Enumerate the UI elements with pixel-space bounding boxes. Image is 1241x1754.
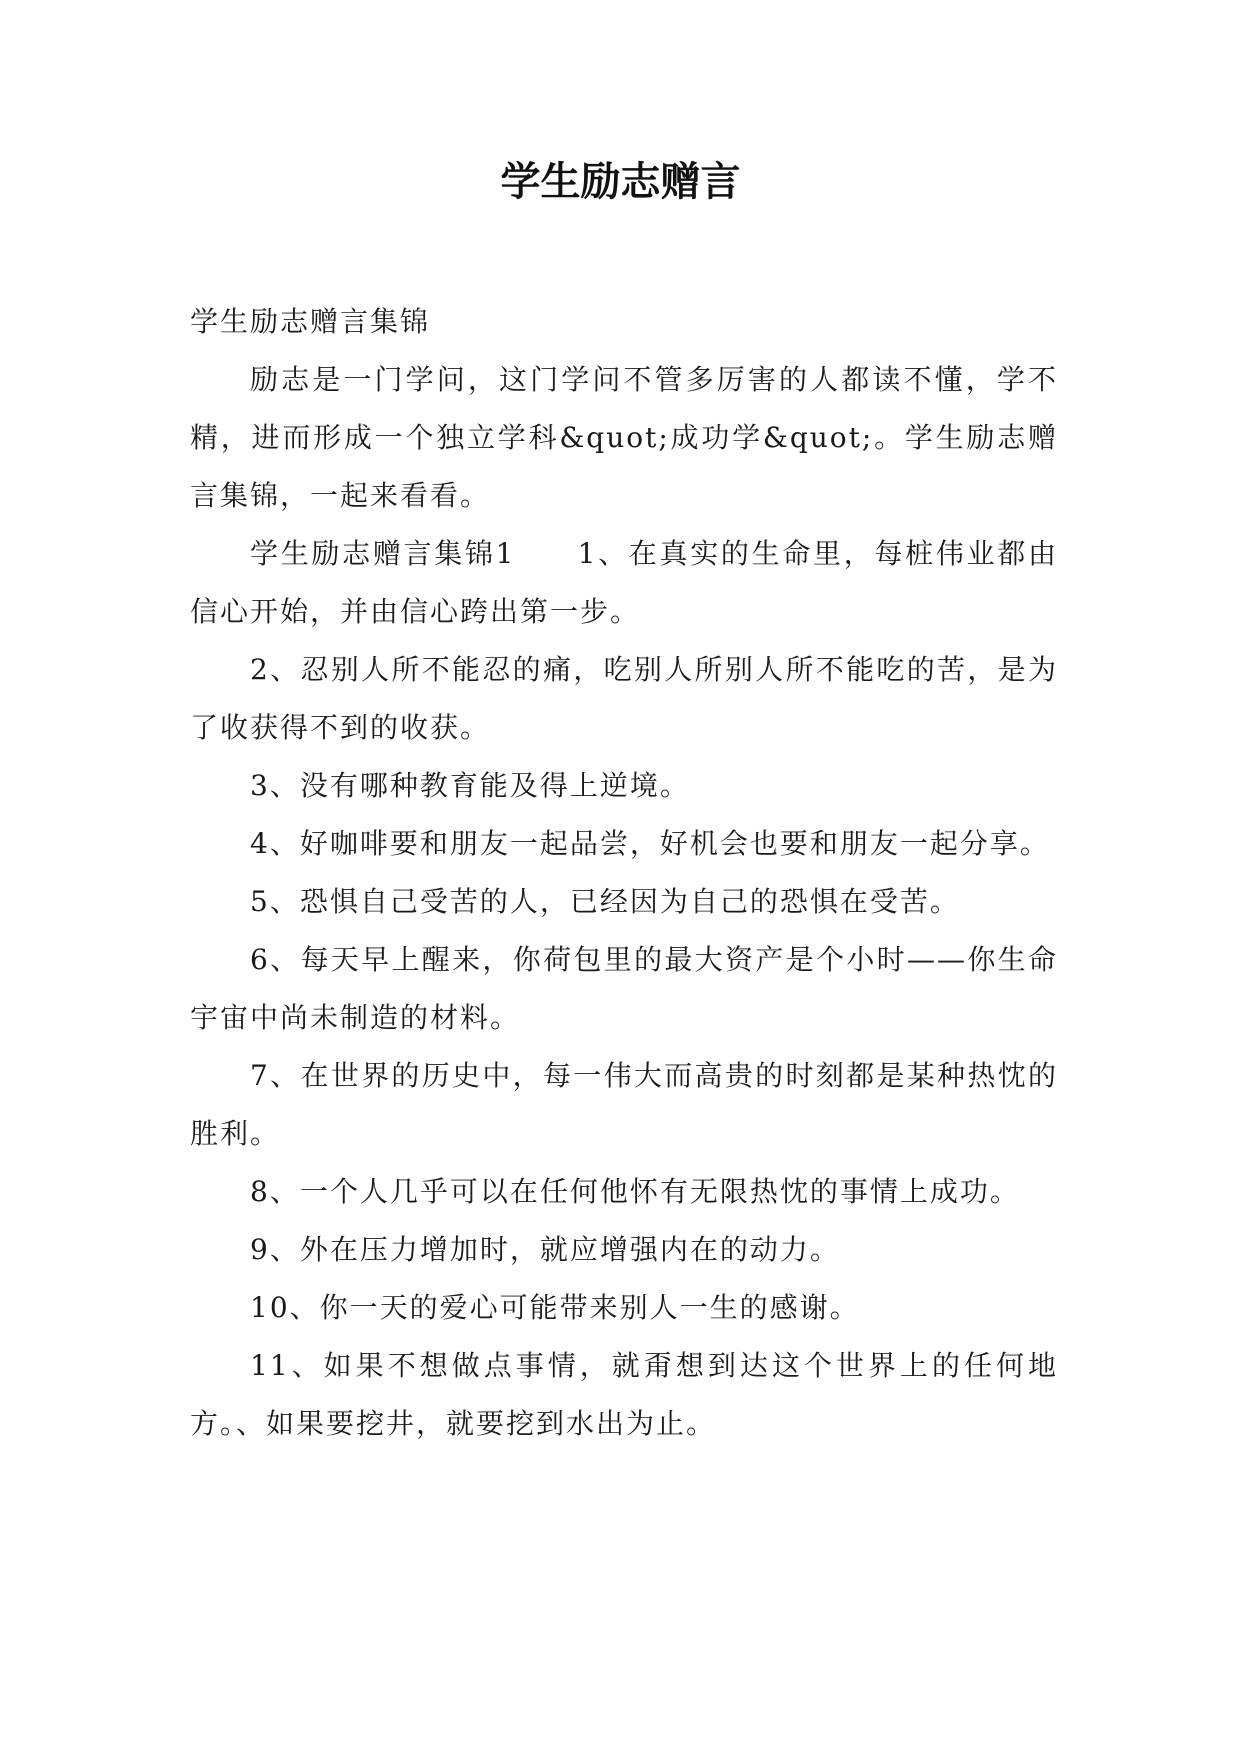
paragraph-quote-8: 8、一个人几乎可以在任何他怀有无限热忱的事情上成功。 <box>250 1175 1020 1208</box>
document-subtitle: 学生励志赠言集锦 <box>190 305 431 338</box>
document-body <box>190 293 1058 1453</box>
paragraph-intro: 励志是一门学问，这门学问不管多厉害的人都读不懂，学不精，进而形成一个独立学科&quot;成功学&quot;。学生励志赠言集锦，一起来看看。 <box>190 363 1058 512</box>
paragraph-quote-10: 10、你一天的爱心可能带来别人一生的感谢。 <box>250 1291 860 1324</box>
paragraph-quote-7: 7、在世界的历史中，每一伟大而高贵的时刻都是某种热忱的胜利。 <box>190 1059 1058 1150</box>
paragraph-quote-5: 5、恐惧自己受苦的人，已经因为自己的恐惧在受苦。 <box>250 885 960 918</box>
paragraph-quote-4: 4、好咖啡要和朋友一起品尝，好机会也要和朋友一起分享。 <box>250 827 1050 860</box>
paragraph-quote-1: 学生励志赠言集锦1 1、在真实的生命里，每桩伟业都由信心开始，并由信心跨出第一步。 <box>190 537 1058 628</box>
document-title: 学生励志赠言 <box>500 159 741 205</box>
paragraph-quote-6: 6、每天早上醒来，你荷包里的最大资产是个小时——你生命宇宙中尚未制造的材料。 <box>190 943 1058 1034</box>
paragraph-quote-9: 9、外在压力增加时，就应增强内在的动力。 <box>250 1233 840 1266</box>
paragraph-quote-2: 2、忍别人所不能忍的痛，吃别人所别人所不能吃的苦，是为了收获得不到的收获。 <box>190 653 1058 744</box>
paragraph-quote-3: 3、没有哪种教育能及得上逆境。 <box>250 769 690 802</box>
paragraph-quote-11: 11、如果不想做点事情，就甭想到达这个世界上的任何地方。、如果要挖井，就要挖到水出为止。 <box>190 1349 1058 1440</box>
